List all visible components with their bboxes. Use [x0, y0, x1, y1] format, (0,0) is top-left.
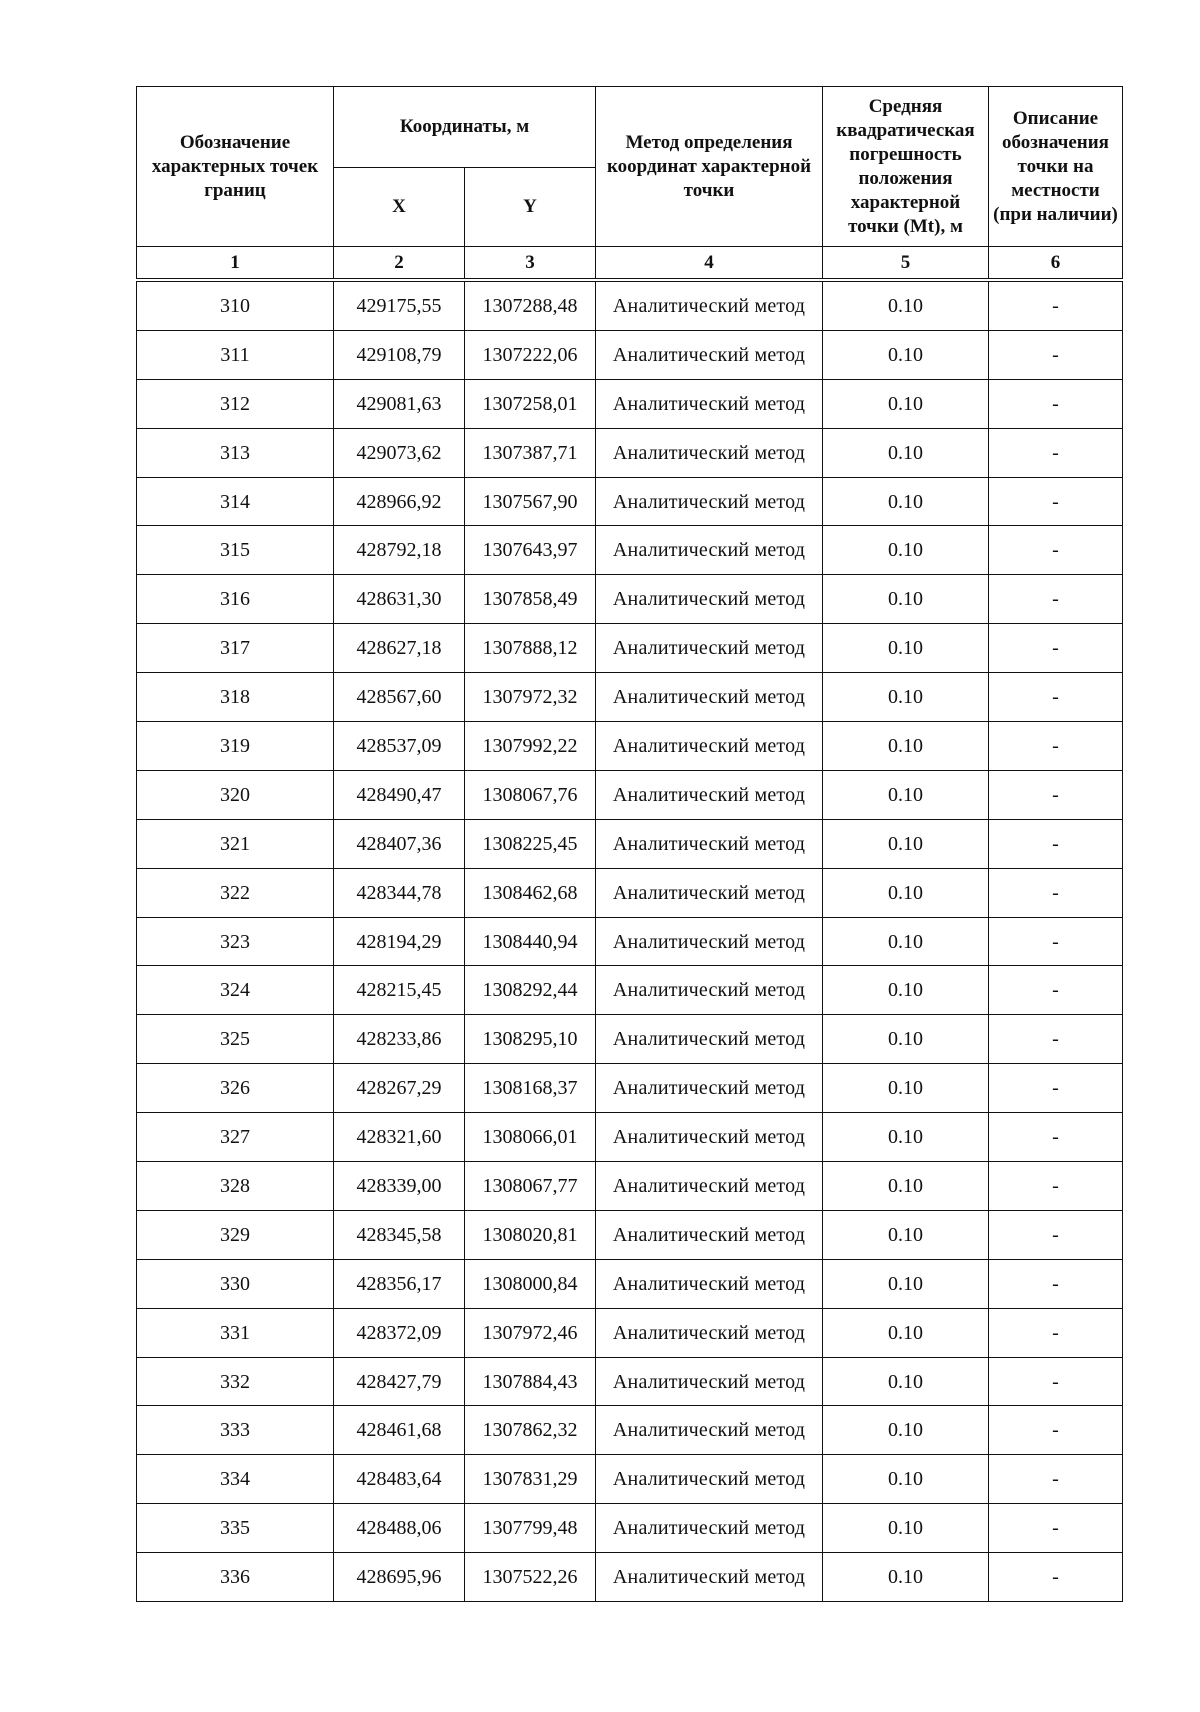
cell-point: 331 [137, 1308, 334, 1357]
cell-error: 0.10 [823, 966, 989, 1015]
cell-error: 0.10 [823, 722, 989, 771]
cell-point: 315 [137, 526, 334, 575]
cell-description: - [989, 575, 1123, 624]
cell-point: 333 [137, 1406, 334, 1455]
coordinates-table [136, 86, 1123, 1602]
cell-method: Аналитический метод [596, 868, 823, 917]
cell-x: 428356,17 [334, 1259, 465, 1308]
cell-y: 1307799,48 [465, 1504, 596, 1553]
cell-error: 0.10 [823, 1406, 989, 1455]
cell-point: 330 [137, 1259, 334, 1308]
cell-x: 428488,06 [334, 1504, 465, 1553]
cell-y: 1307858,49 [465, 575, 596, 624]
cell-y: 1307643,97 [465, 526, 596, 575]
cell-error: 0.10 [823, 1553, 989, 1602]
table-row [137, 1308, 1123, 1357]
cell-point: 314 [137, 477, 334, 526]
cell-error: 0.10 [823, 330, 989, 379]
table-header [137, 87, 1123, 279]
cell-description: - [989, 1455, 1123, 1504]
cell-method: Аналитический метод [596, 282, 823, 331]
cell-x: 428490,47 [334, 770, 465, 819]
cell-method: Аналитический метод [596, 1406, 823, 1455]
cell-point: 336 [137, 1553, 334, 1602]
cell-x: 428267,29 [334, 1064, 465, 1113]
cell-point: 325 [137, 1015, 334, 1064]
cell-x: 428966,92 [334, 477, 465, 526]
cell-x: 428792,18 [334, 526, 465, 575]
table-row [137, 330, 1123, 379]
cell-method: Аналитический метод [596, 1064, 823, 1113]
cell-point: 327 [137, 1113, 334, 1162]
table-row [137, 624, 1123, 673]
cell-method: Аналитический метод [596, 1015, 823, 1064]
table-row [137, 1015, 1123, 1064]
table-row [137, 477, 1123, 526]
cell-method: Аналитический метод [596, 1308, 823, 1357]
cell-error: 0.10 [823, 477, 989, 526]
cell-error: 0.10 [823, 624, 989, 673]
cell-y: 1308000,84 [465, 1259, 596, 1308]
table-row [137, 1113, 1123, 1162]
cell-point: 317 [137, 624, 334, 673]
cell-method: Аналитический метод [596, 428, 823, 477]
cell-point: 319 [137, 722, 334, 771]
cell-x: 428407,36 [334, 819, 465, 868]
cell-x: 428427,79 [334, 1357, 465, 1406]
cell-method: Аналитический метод [596, 1504, 823, 1553]
cell-description: - [989, 1259, 1123, 1308]
cell-error: 0.10 [823, 770, 989, 819]
cell-y: 1307567,90 [465, 477, 596, 526]
cell-error: 0.10 [823, 1015, 989, 1064]
column-number: 4 [596, 247, 823, 279]
cell-description: - [989, 1113, 1123, 1162]
table-row [137, 819, 1123, 868]
cell-y: 1308225,45 [465, 819, 596, 868]
cell-point: 334 [137, 1455, 334, 1504]
cell-y: 1307222,06 [465, 330, 596, 379]
cell-description: - [989, 966, 1123, 1015]
table-row [137, 1162, 1123, 1211]
cell-description: - [989, 770, 1123, 819]
cell-error: 0.10 [823, 1308, 989, 1357]
cell-x: 428194,29 [334, 917, 465, 966]
cell-x: 428483,64 [334, 1455, 465, 1504]
cell-error: 0.10 [823, 819, 989, 868]
cell-point: 312 [137, 379, 334, 428]
cell-y: 1307972,32 [465, 673, 596, 722]
cell-description: - [989, 379, 1123, 428]
cell-x: 428233,86 [334, 1015, 465, 1064]
cell-description: - [989, 282, 1123, 331]
table-row [137, 526, 1123, 575]
cell-method: Аналитический метод [596, 722, 823, 771]
cell-x: 429175,55 [334, 282, 465, 331]
cell-error: 0.10 [823, 379, 989, 428]
cell-y: 1307831,29 [465, 1455, 596, 1504]
table-row [137, 1259, 1123, 1308]
cell-error: 0.10 [823, 868, 989, 917]
table-row [137, 770, 1123, 819]
cell-method: Аналитический метод [596, 819, 823, 868]
cell-point: 328 [137, 1162, 334, 1211]
table-row [137, 722, 1123, 771]
cell-point: 313 [137, 428, 334, 477]
table-row [137, 1504, 1123, 1553]
cell-error: 0.10 [823, 1357, 989, 1406]
cell-error: 0.10 [823, 917, 989, 966]
cell-x: 429081,63 [334, 379, 465, 428]
cell-y: 1308440,94 [465, 917, 596, 966]
cell-point: 320 [137, 770, 334, 819]
header-description: Описание обозначения точки на местности (при наличии) [989, 87, 1123, 247]
cell-x: 428695,96 [334, 1553, 465, 1602]
table-body [137, 282, 1123, 1602]
cell-description: - [989, 1308, 1123, 1357]
cell-y: 1307888,12 [465, 624, 596, 673]
cell-description: - [989, 330, 1123, 379]
column-number: 3 [465, 247, 596, 279]
cell-description: - [989, 477, 1123, 526]
cell-description: - [989, 1015, 1123, 1064]
cell-point: 335 [137, 1504, 334, 1553]
header-y: Y [465, 168, 596, 247]
header-error: Средняя квадратическая погрешность положения характерной точки (Mt), м [823, 87, 989, 247]
cell-x: 428627,18 [334, 624, 465, 673]
cell-method: Аналитический метод [596, 1113, 823, 1162]
cell-point: 332 [137, 1357, 334, 1406]
cell-point: 321 [137, 819, 334, 868]
column-number: 2 [334, 247, 465, 279]
cell-method: Аналитический метод [596, 575, 823, 624]
cell-point: 310 [137, 282, 334, 331]
table-row [137, 1553, 1123, 1602]
cell-method: Аналитический метод [596, 1259, 823, 1308]
cell-y: 1308067,76 [465, 770, 596, 819]
cell-y: 1307387,71 [465, 428, 596, 477]
cell-method: Аналитический метод [596, 624, 823, 673]
cell-y: 1307884,43 [465, 1357, 596, 1406]
cell-method: Аналитический метод [596, 330, 823, 379]
cell-y: 1308292,44 [465, 966, 596, 1015]
cell-x: 428631,30 [334, 575, 465, 624]
cell-x: 428461,68 [334, 1406, 465, 1455]
cell-point: 323 [137, 917, 334, 966]
cell-x: 429108,79 [334, 330, 465, 379]
table-row [137, 1455, 1123, 1504]
table-row [137, 1357, 1123, 1406]
cell-description: - [989, 1553, 1123, 1602]
cell-description: - [989, 722, 1123, 771]
header-point: Обозначение характерных точек границ [137, 87, 334, 247]
cell-method: Аналитический метод [596, 526, 823, 575]
cell-description: - [989, 1504, 1123, 1553]
cell-method: Аналитический метод [596, 966, 823, 1015]
cell-description: - [989, 868, 1123, 917]
cell-y: 1308066,01 [465, 1113, 596, 1162]
cell-description: - [989, 819, 1123, 868]
cell-method: Аналитический метод [596, 673, 823, 722]
cell-description: - [989, 428, 1123, 477]
cell-point: 329 [137, 1210, 334, 1259]
document-sheet [136, 86, 1122, 1602]
cell-description: - [989, 673, 1123, 722]
table-row [137, 575, 1123, 624]
cell-point: 311 [137, 330, 334, 379]
cell-x: 428339,00 [334, 1162, 465, 1211]
cell-y: 1307258,01 [465, 379, 596, 428]
cell-error: 0.10 [823, 428, 989, 477]
table-row [137, 1064, 1123, 1113]
table-row [137, 282, 1123, 331]
cell-point: 326 [137, 1064, 334, 1113]
cell-description: - [989, 1162, 1123, 1211]
cell-description: - [989, 1357, 1123, 1406]
cell-point: 324 [137, 966, 334, 1015]
cell-method: Аналитический метод [596, 1210, 823, 1259]
column-number: 1 [137, 247, 334, 279]
cell-y: 1307522,26 [465, 1553, 596, 1602]
cell-method: Аналитический метод [596, 379, 823, 428]
cell-y: 1308020,81 [465, 1210, 596, 1259]
cell-description: - [989, 1406, 1123, 1455]
cell-method: Аналитический метод [596, 1553, 823, 1602]
table-row [137, 917, 1123, 966]
table-row [137, 868, 1123, 917]
cell-method: Аналитический метод [596, 1357, 823, 1406]
column-numbers-row [137, 247, 1123, 279]
header-coordinates: Координаты, м [334, 87, 596, 168]
cell-y: 1307288,48 [465, 282, 596, 331]
cell-x: 428567,60 [334, 673, 465, 722]
table-row [137, 966, 1123, 1015]
cell-x: 428345,58 [334, 1210, 465, 1259]
cell-point: 322 [137, 868, 334, 917]
cell-error: 0.10 [823, 575, 989, 624]
column-number: 6 [989, 247, 1123, 279]
cell-error: 0.10 [823, 1504, 989, 1553]
header-method: Метод определения координат характерной точки [596, 87, 823, 247]
cell-y: 1308462,68 [465, 868, 596, 917]
cell-x: 428537,09 [334, 722, 465, 771]
cell-error: 0.10 [823, 282, 989, 331]
cell-x: 428344,78 [334, 868, 465, 917]
cell-description: - [989, 917, 1123, 966]
cell-error: 0.10 [823, 1064, 989, 1113]
cell-y: 1307992,22 [465, 722, 596, 771]
cell-x: 428321,60 [334, 1113, 465, 1162]
table-row [137, 673, 1123, 722]
table-row [137, 1406, 1123, 1455]
column-number: 5 [823, 247, 989, 279]
cell-y: 1307862,32 [465, 1406, 596, 1455]
cell-point: 318 [137, 673, 334, 722]
cell-error: 0.10 [823, 1162, 989, 1211]
cell-x: 428372,09 [334, 1308, 465, 1357]
cell-error: 0.10 [823, 673, 989, 722]
cell-method: Аналитический метод [596, 917, 823, 966]
cell-point: 316 [137, 575, 334, 624]
header-x: X [334, 168, 465, 247]
cell-y: 1307972,46 [465, 1308, 596, 1357]
table-row [137, 379, 1123, 428]
cell-error: 0.10 [823, 1113, 989, 1162]
cell-method: Аналитический метод [596, 477, 823, 526]
cell-description: - [989, 1064, 1123, 1113]
cell-method: Аналитический метод [596, 1162, 823, 1211]
cell-method: Аналитический метод [596, 770, 823, 819]
cell-y: 1308168,37 [465, 1064, 596, 1113]
cell-error: 0.10 [823, 526, 989, 575]
cell-x: 429073,62 [334, 428, 465, 477]
table-row [137, 428, 1123, 477]
cell-error: 0.10 [823, 1210, 989, 1259]
cell-x: 428215,45 [334, 966, 465, 1015]
cell-method: Аналитический метод [596, 1455, 823, 1504]
cell-description: - [989, 526, 1123, 575]
cell-error: 0.10 [823, 1259, 989, 1308]
cell-description: - [989, 624, 1123, 673]
cell-error: 0.10 [823, 1455, 989, 1504]
cell-y: 1308295,10 [465, 1015, 596, 1064]
cell-y: 1308067,77 [465, 1162, 596, 1211]
table-row [137, 1210, 1123, 1259]
cell-description: - [989, 1210, 1123, 1259]
